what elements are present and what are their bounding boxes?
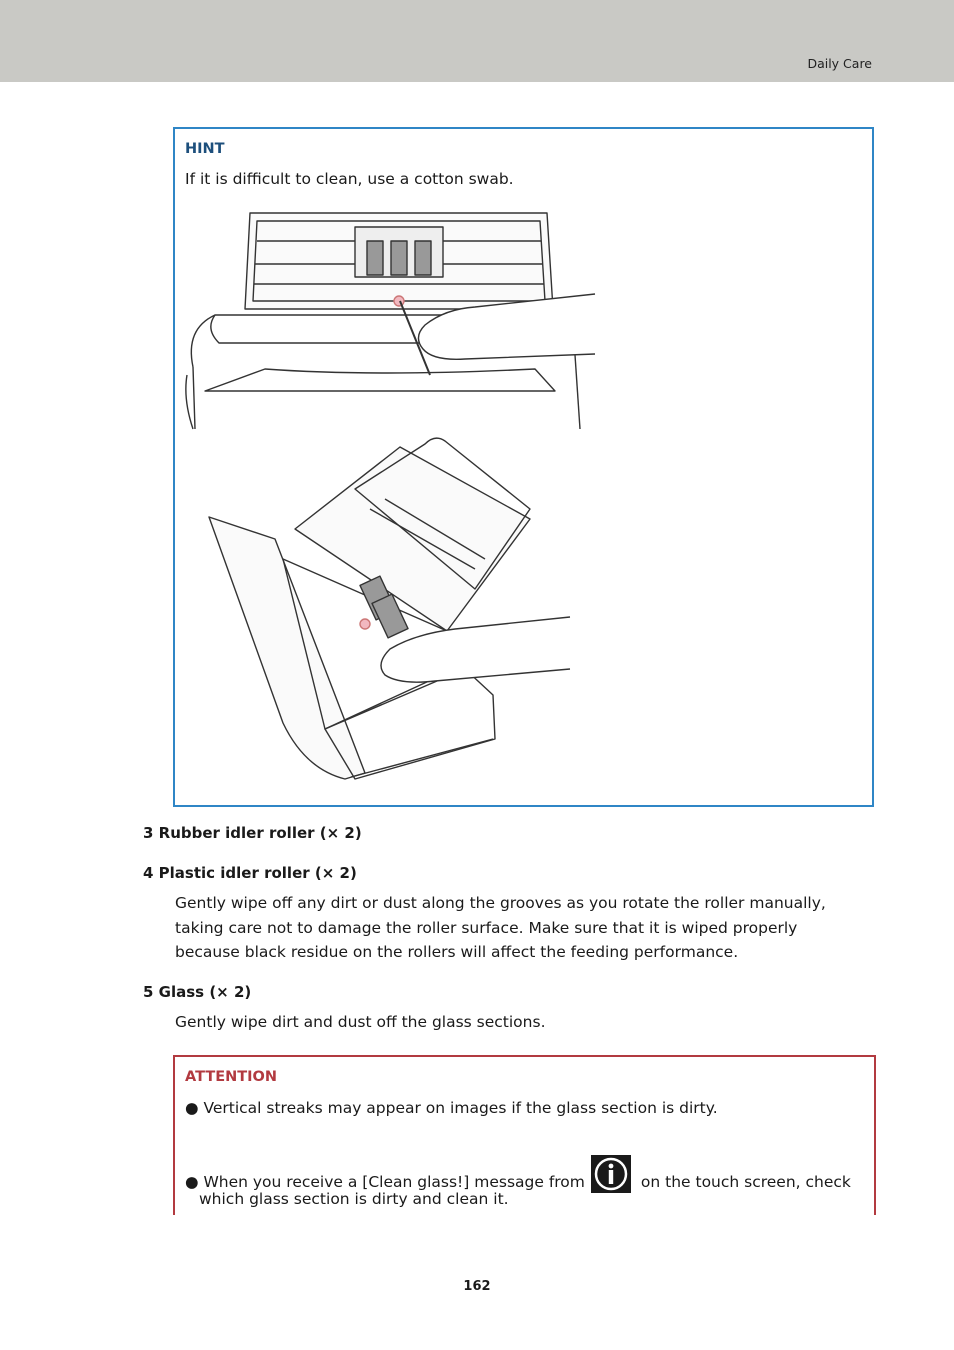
attention-item-1: ● Vertical streaks may appear on images if the glass section is dirty. [185,1099,718,1117]
scanner-angled-view [209,438,570,779]
section-4-text: Gently wipe off any dirt or dust along the grooves as you rotate the roller manually, taking care not to damage the roller surface. Make sure that it is wiped properly because black residue on the rollers will affect the feeding performance. [175,894,826,961]
header-title: Daily Care [807,56,872,71]
section-4-title: 4 Plastic idler roller (× 2) [143,864,357,882]
hint-label: HINT [185,141,225,157]
scanner-cleaning-illustration [175,129,872,805]
attention-item-2-after: on the touch screen, check [640,1173,851,1191]
attention-item-2-line2: which glass section is dirty and clean it. [199,1190,509,1208]
scanner-top-view [186,213,595,429]
info-icon [591,1155,631,1193]
page-number: 162 [463,1279,491,1294]
attention-box [173,1055,876,1215]
attention-item-2-before: ● When you receive a [Clean glass!] message from [185,1173,585,1191]
attention-label: ATTENTION [185,1069,277,1085]
hint-box [173,127,874,807]
hint-text: If it is difficult to clean, use a cotton swab. [185,170,514,188]
section-5-title: 5 Glass (× 2) [143,983,252,1001]
section-3-title: 3 Rubber idler roller (× 2) [143,824,362,842]
section-5-text: Gently wipe dirt and dust off the glass sections. [175,1013,546,1031]
